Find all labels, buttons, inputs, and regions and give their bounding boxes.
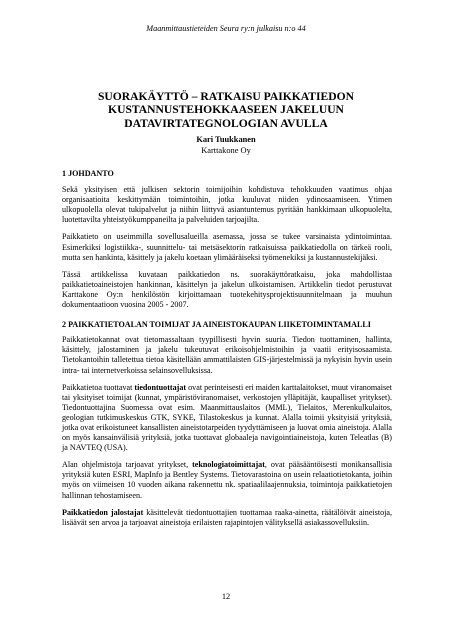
- paragraph-text: ovat perinteisesti eri maiden karttalaitokset, muut viranomaiset tai yksityiset toimijat (kunnat, ympäristöviranomaiset, verkostojen ylläpitäjät, kaupalliset yritykset). Tiedontuottajina Suomessa ovat esim. Maanmittauslaitos (MML), Tielaitos, Merenkulkulaitos, geologian tutkimuskeskus GTK, SYKE, Tilastokeskus ja kunnat. Alalla toimii yksityisiä yrityksiä, jotka ovat erikoistuneet kansallisten aineistotarpeiden tyydyttämiseen ja luovat omia aineistoja. Alalla on myös kansainvälisiä yrityksiä, jotka tuottavat globaaleja navigointiaineistoja, kuten Teleatlas (B) ja NAVTEQ (USA).: [62, 382, 393, 453]
- bold-term: tiedontuottajat: [134, 382, 187, 392]
- paragraph: [62, 383, 392, 454]
- article-title: [60, 90, 392, 130]
- title-line: DATAVIRTATEGNOLOGIAN AVULLA: [124, 116, 328, 130]
- author-affiliation: Karttakone Oy: [201, 146, 251, 155]
- paragraph-text: Paikkatietoa tuottavat: [62, 382, 135, 392]
- author-name: Kari Tuukkanen: [196, 135, 256, 144]
- paragraph: Paikkatieto on useimmilla sovellusalueilla asemassa, jossa se tukee varsinaista ydintoimintaa. Esimerkiksi logistiikka-, suunnittelu- tai metsäsektorin ratkaisuissa paikkatiedolla on tärkeä rooli, mutta sen hankinta, käsittely ja jakelu koetaan ylimääräiseksi työmenekiksi ja kustannustekijäksi.: [62, 232, 392, 262]
- section-heading: 1 JOHDANTO: [62, 169, 114, 178]
- page-number: 12: [221, 592, 231, 601]
- paragraph-text: Alan ohjelmistoja tarjoavat yritykset,: [62, 460, 193, 470]
- paragraph: [62, 335, 392, 375]
- bold-term: teknologiatoimittajat: [192, 460, 265, 470]
- title-line: SUORAKÄYTTÖ – RATKAISU PAIKKATIEDON: [97, 90, 355, 103]
- paragraph: [62, 508, 392, 528]
- paragraph: Tässä artikkelissa kuvataan paikkatiedon ns. suorakäyttöratkaisu, joka mahdollistaa paikkatietoaineistojen hankinnan, käsittelyn ja jakelun ulkoistamisen. Artikkelin tiedot perustuvat Karttakone Oy:n henkilöstön kirjoittamaan tuotekehitysprojektisuunnitelmaan ja muuhun dokumentaatioon vuosina 2005 - 2007.: [62, 269, 392, 310]
- bold-term: Paikkatiedon jalostajat: [62, 507, 144, 517]
- paragraph-text: Paikkatietokannat ovat tietomassaltaan tyypillisesti hyvin suuria. Tiedon tuottaminen, hallinta, käsittely, jalostaminen ja jakelu tukeutuvat erikoisohjelmistoihin ja vaatii erityisosaamista. Tietokantoihin talletettua tietoa käsitellään ammattilaisten GIS-järjestelmissä ja nykyisin hyvin usein intra- tai internetverkoissa selainsovelluksissa.: [62, 335, 392, 375]
- section-heading: 2 PAIKKATIETOALAN TOIMIJAT JA AINEISTOKAUPAN LIIKETOIMINTAMALLI: [62, 320, 371, 330]
- paragraph: Sekä yksityisen että julkisen sektorin toimijoihin kohdistuva tehokkuuden vaatimus ohjaa organisaatioita keskittymään toimintoihin, jotka kuuluvat niiden ydinosaamiseen. Ytimen ulkopuolella olevat tukipalvelut ja niihin liittyvä asiantuntemus pyritään hankkimaan ulkopuolelta, luotettavilta yhteistyökumppaneilta ja palveluiden tarjoajilta.: [62, 185, 392, 225]
- paragraph-text: , ovat pääsääntöisesti monikansallisia yrityksiä kuten ESRI, MapInfo ja Bentley Systems. Tietovarastoina on usein relaatiotietokanta, joihin myös on viimeisen 10 vuoden aikana rakennettu nk. spatiaalilaajennuksia, toimintoja paikkatietojen hallinnan tehostamiseen.: [62, 460, 392, 500]
- article-body: [62, 169, 392, 535]
- title-line: KUSTANNUSTEHOKKAASEEN JAKELUUN: [108, 103, 344, 117]
- paragraph-text: käsittelevät tiedontuottajien tuottamaa raaka-ainetta, räätälöivät aineistoja, lisäävät sen arvoa ja tarjoavat aineistoja erilaisten rajapintojen välityksellä asiakassovelluksiin.: [62, 507, 392, 527]
- paragraph: [62, 460, 392, 500]
- running-head: Maanmittaustieteiden Seura ry:n julkaisu n:o 44: [146, 24, 306, 33]
